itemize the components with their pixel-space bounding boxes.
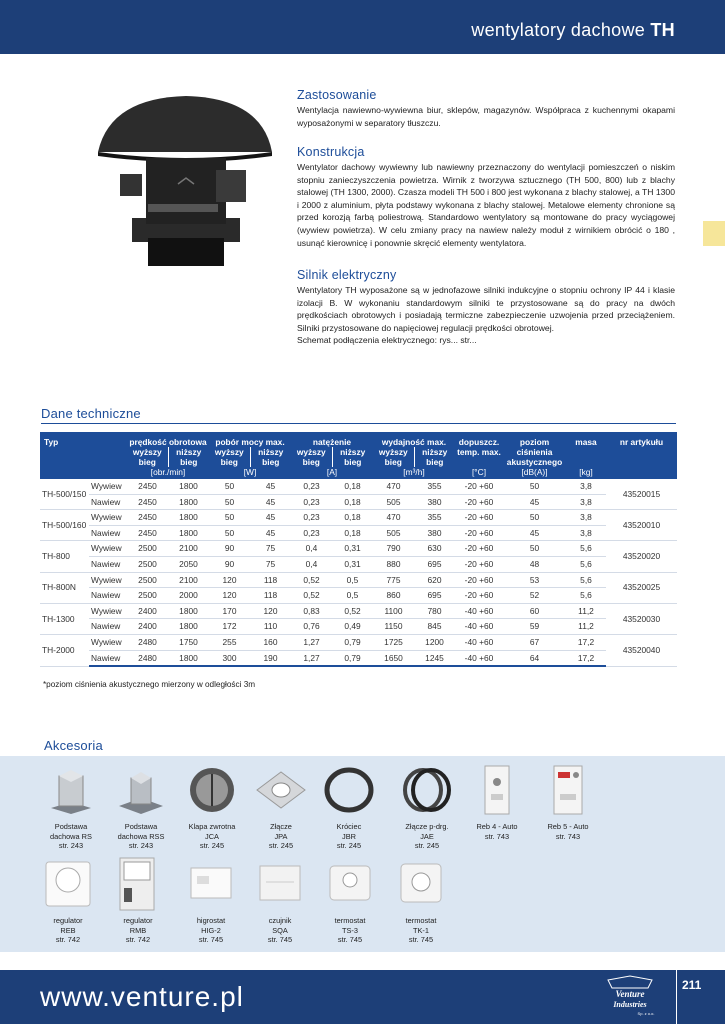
accessory-model: dachowa RSS	[117, 831, 165, 841]
thermostat-dial-icon	[393, 856, 449, 912]
flow-hi: wyższy bieg	[378, 447, 408, 467]
cell-direction: Nawiew	[89, 619, 127, 635]
cell-t: -20 +60	[455, 479, 503, 494]
accessory-page: str. 245	[414, 841, 440, 851]
cell-p2: 120	[250, 603, 291, 619]
title-light: wentylatory dachowe	[471, 20, 646, 40]
cell-c2: 0,5	[332, 572, 373, 588]
accessory-name: Reb 4 - Auto	[476, 822, 518, 831]
cell-s2: 1800	[168, 619, 209, 635]
table-row	[40, 541, 677, 557]
table-row	[40, 572, 677, 588]
antivibration-connector-icon	[399, 762, 455, 818]
accessory-item[interactable]	[392, 762, 462, 851]
zastosowanie-heading: Zastosowanie	[297, 88, 377, 102]
cell-c1: 0,4	[291, 541, 332, 557]
connector-plate-icon	[253, 762, 309, 818]
zastosowanie-text: Wentylacja nawiewno-wywiewna biur, sklepów, magazynów. Współpraca z kuchennymi okapami wyposażonymi w separatory tłuszczu.	[297, 105, 675, 128]
accessory-name: Podstawa	[124, 822, 158, 831]
cell-article: 43520025	[606, 572, 677, 603]
stub-ring-icon	[321, 762, 377, 818]
cell-s1: 2450	[127, 494, 168, 510]
cell-t: -20 +60	[455, 541, 503, 557]
cell-s1: 2450	[127, 525, 168, 541]
check-damper-icon	[184, 762, 240, 818]
cell-f2: 845	[414, 619, 455, 635]
roof-base-silenced-icon	[113, 762, 169, 818]
accessory-name: higrostat	[196, 916, 226, 925]
tech-table-body	[40, 479, 677, 666]
cell-c1: 0,52	[291, 588, 332, 604]
col-temp: dopuszcz. temp. max.	[457, 437, 501, 457]
current-hi: wyższy bieg	[296, 447, 326, 467]
silnik-schema-ref: Schemat podłączenia elektrycznego: rys... str...	[297, 335, 477, 346]
cell-f1: 505	[373, 525, 414, 541]
cell-s2: 2100	[168, 541, 209, 557]
accessory-page: str. 743	[555, 831, 581, 841]
cell-f1: 880	[373, 556, 414, 572]
cell-m: 11,2	[566, 619, 606, 635]
cell-typ: TH-1300	[40, 603, 89, 634]
accessory-item[interactable]	[245, 856, 315, 945]
silnik-block	[297, 284, 675, 347]
accessory-model: JCA	[205, 831, 219, 841]
accessory-model: SQA	[272, 925, 288, 935]
table-header-row	[40, 432, 677, 447]
col-flow: wydajność max.	[381, 437, 447, 447]
table-row	[40, 634, 677, 650]
accessory-item[interactable]	[246, 762, 316, 851]
accessory-name: Reb 5 - Auto	[547, 822, 589, 831]
cell-p2: 160	[250, 634, 291, 650]
cell-s2: 1800	[168, 525, 209, 541]
cell-direction: Wywiew	[89, 541, 127, 557]
dane-divider	[41, 423, 676, 424]
power-hi: wyższy bieg	[214, 447, 244, 467]
speed-lo: niższy bieg	[168, 447, 209, 467]
cell-c1: 0,23	[291, 494, 332, 510]
cell-m: 11,2	[566, 603, 606, 619]
cell-p2: 45	[250, 510, 291, 526]
cell-t: -40 +60	[455, 634, 503, 650]
cell-c1: 0,76	[291, 619, 332, 635]
title-bold: TH	[650, 20, 675, 40]
cell-s1: 2500	[127, 588, 168, 604]
col-typ: Typ	[44, 437, 59, 447]
cell-article: 43520030	[606, 603, 677, 634]
cell-s1: 2500	[127, 556, 168, 572]
page-number: 211	[676, 970, 725, 1024]
cell-m: 3,8	[566, 494, 606, 510]
flow-lo: niższy bieg	[414, 447, 455, 467]
cell-f1: 860	[373, 588, 414, 604]
cell-t: -20 +60	[455, 572, 503, 588]
cell-n: 67	[503, 634, 566, 650]
cell-f1: 1150	[373, 619, 414, 635]
accessory-page: str. 745	[198, 935, 224, 945]
cell-n: 60	[503, 603, 566, 619]
dane-techniczne-heading: Dane techniczne	[41, 406, 141, 421]
header-bar	[0, 0, 725, 54]
unit-power: [W]	[243, 467, 257, 477]
cell-s2: 2050	[168, 556, 209, 572]
accessory-model: TK-1	[412, 925, 429, 935]
cell-f2: 695	[414, 588, 455, 604]
controller-box-display-icon	[540, 762, 596, 818]
accessory-page: str. 243	[58, 841, 84, 851]
cell-s1: 2400	[127, 603, 168, 619]
accessory-page: str. 245	[199, 841, 225, 851]
cell-t: -20 +60	[455, 588, 503, 604]
cell-direction: Wywiew	[89, 572, 127, 588]
unit-temp: [°C]	[471, 467, 487, 477]
cell-f2: 355	[414, 479, 455, 494]
cell-n: 50	[503, 541, 566, 557]
cell-f1: 775	[373, 572, 414, 588]
silnik-heading: Silnik elektryczny	[297, 268, 397, 282]
cell-f2: 780	[414, 603, 455, 619]
cell-p2: 45	[250, 494, 291, 510]
cell-direction: Wywiew	[89, 634, 127, 650]
side-index-tab	[703, 221, 725, 246]
cell-s2: 1800	[168, 603, 209, 619]
cell-f1: 1725	[373, 634, 414, 650]
cell-p2: 45	[250, 479, 291, 494]
accessory-name: Króciec	[336, 822, 362, 831]
cell-n: 64	[503, 650, 566, 666]
rmb-regulator-icon	[110, 856, 166, 912]
accessory-item[interactable]	[314, 762, 384, 851]
cell-p1: 50	[209, 494, 250, 510]
cell-c1: 0,52	[291, 572, 332, 588]
accessory-name: Złącze	[270, 822, 292, 831]
cell-n: 52	[503, 588, 566, 604]
accessory-name: Klapa zwrotna	[188, 822, 236, 831]
table-row	[40, 556, 677, 572]
roof-base-icon	[43, 762, 99, 818]
cell-f2: 1200	[414, 634, 455, 650]
cell-c1: 0,4	[291, 556, 332, 572]
cell-p1: 120	[209, 572, 250, 588]
accessory-item[interactable]	[462, 762, 532, 841]
cell-f1: 1100	[373, 603, 414, 619]
accessory-model: HIG-2	[201, 925, 221, 935]
tech-table	[40, 432, 677, 667]
accessory-page: str. 745	[337, 935, 363, 945]
table-row	[40, 525, 677, 541]
accessory-item[interactable]	[36, 762, 106, 851]
accessory-item[interactable]	[103, 856, 173, 945]
cell-direction: Wywiew	[89, 479, 127, 494]
cell-f2: 630	[414, 541, 455, 557]
cell-c2: 0,52	[332, 603, 373, 619]
logo-text-1: Venture	[615, 989, 645, 999]
accessory-page: str. 243	[128, 841, 154, 851]
hygrostat-icon	[183, 856, 239, 912]
current-lo: niższy bieg	[332, 447, 373, 467]
power-lo: niższy bieg	[250, 447, 291, 467]
cell-p1: 50	[209, 479, 250, 494]
cell-typ: TH-500/150	[40, 479, 89, 510]
cell-n: 45	[503, 525, 566, 541]
cell-f1: 505	[373, 494, 414, 510]
cell-p2: 110	[250, 619, 291, 635]
cell-p2: 75	[250, 556, 291, 572]
cell-s1: 2500	[127, 541, 168, 557]
cell-c1: 0,23	[291, 479, 332, 494]
cell-typ: TH-500/160	[40, 510, 89, 541]
cell-f1: 470	[373, 510, 414, 526]
cell-f1: 790	[373, 541, 414, 557]
cell-f1: 470	[373, 479, 414, 494]
cell-article: 43520040	[606, 634, 677, 666]
accessory-item[interactable]	[177, 762, 247, 851]
cell-typ: TH-2000	[40, 634, 89, 666]
cell-m: 3,8	[566, 525, 606, 541]
cell-s2: 1800	[168, 650, 209, 666]
cell-c2: 0,79	[332, 634, 373, 650]
cell-m: 5,6	[566, 556, 606, 572]
cell-f1: 1650	[373, 650, 414, 666]
cell-t: -20 +60	[455, 525, 503, 541]
roof-fan-image	[96, 92, 276, 272]
accessory-page: str. 245	[268, 841, 294, 851]
accessory-page: str. 742	[55, 935, 81, 945]
cell-m: 5,6	[566, 541, 606, 557]
col-speed: prędkość obrotowa	[129, 437, 207, 447]
accessory-page: str. 745	[408, 935, 434, 945]
cell-p1: 172	[209, 619, 250, 635]
cell-s1: 2450	[127, 479, 168, 494]
speed-hi: wyższy bieg	[132, 447, 162, 467]
cell-s1: 2480	[127, 650, 168, 666]
cell-m: 17,2	[566, 650, 606, 666]
cell-c2: 0,18	[332, 510, 373, 526]
col-noise: poziom ciśnienia akustycznego	[506, 437, 563, 467]
cell-m: 5,6	[566, 572, 606, 588]
accessory-item[interactable]	[176, 856, 246, 945]
cell-direction: Nawiew	[89, 494, 127, 510]
accessory-item[interactable]	[533, 762, 603, 841]
table-row	[40, 479, 677, 494]
cell-s2: 1800	[168, 479, 209, 494]
cell-c2: 0,79	[332, 650, 373, 666]
cell-s1: 2400	[127, 619, 168, 635]
cell-f2: 1245	[414, 650, 455, 666]
cell-c1: 0,83	[291, 603, 332, 619]
accessory-model: dachowa RS	[50, 831, 92, 841]
cell-t: -20 +60	[455, 556, 503, 572]
cell-c2: 0,18	[332, 494, 373, 510]
venture-logo	[600, 974, 660, 1018]
cell-f2: 380	[414, 525, 455, 541]
cell-c1: 1,27	[291, 634, 332, 650]
cell-s1: 2450	[127, 510, 168, 526]
accessory-page: str. 245	[336, 841, 362, 851]
table-row	[40, 494, 677, 510]
cell-m: 3,8	[566, 510, 606, 526]
controller-box-icon	[469, 762, 525, 818]
cell-c2: 0,31	[332, 556, 373, 572]
cell-p2: 45	[250, 525, 291, 541]
cell-p1: 50	[209, 510, 250, 526]
col-power: pobór mocy max.	[215, 437, 285, 447]
cell-n: 59	[503, 619, 566, 635]
dial-regulator-icon	[40, 856, 96, 912]
cell-c2: 0,31	[332, 541, 373, 557]
cell-c1: 0,23	[291, 510, 332, 526]
unit-speed: [obr./min]	[150, 467, 186, 477]
accessory-name: regulator	[123, 916, 153, 925]
cell-s2: 1800	[168, 494, 209, 510]
cell-n: 45	[503, 494, 566, 510]
cell-t: -20 +60	[455, 510, 503, 526]
website-link[interactable]: www.venture.pl	[40, 981, 244, 1012]
cell-direction: Nawiew	[89, 588, 127, 604]
unit-noise: [dB(A)]	[521, 467, 548, 477]
cell-f2: 620	[414, 572, 455, 588]
cell-typ: TH-800N	[40, 572, 89, 603]
cell-p1: 50	[209, 525, 250, 541]
logo-text-2: Industries	[613, 1000, 647, 1009]
col-current: natężenie	[312, 437, 352, 447]
cell-c2: 0,18	[332, 479, 373, 494]
unit-flow: [m³/h]	[403, 467, 425, 477]
cell-n: 48	[503, 556, 566, 572]
accessory-name: czujnik	[268, 916, 292, 925]
cell-article: 43520010	[606, 510, 677, 541]
cell-typ: TH-800	[40, 541, 89, 572]
cell-p1: 170	[209, 603, 250, 619]
table-row	[40, 619, 677, 635]
cell-article: 43520015	[606, 479, 677, 510]
cell-t: -40 +60	[455, 650, 503, 666]
footer-bar	[0, 970, 725, 1024]
cell-s2: 1800	[168, 510, 209, 526]
cell-c1: 0,23	[291, 525, 332, 541]
cell-t: -40 +60	[455, 603, 503, 619]
cell-p1: 90	[209, 556, 250, 572]
cell-n: 50	[503, 479, 566, 494]
table-units-row	[40, 467, 677, 479]
accessory-page: str. 745	[267, 935, 293, 945]
cell-s1: 2480	[127, 634, 168, 650]
accessory-item[interactable]	[106, 762, 176, 851]
accessory-item[interactable]	[315, 856, 385, 945]
table-row	[40, 603, 677, 619]
cell-direction: Nawiew	[89, 556, 127, 572]
accessory-item[interactable]	[386, 856, 456, 945]
konstrukcja-heading: Konstrukcja	[297, 145, 365, 159]
cell-m: 3,8	[566, 479, 606, 494]
cell-s2: 2100	[168, 572, 209, 588]
cell-p1: 300	[209, 650, 250, 666]
accessory-page: str. 742	[125, 935, 151, 945]
cell-f2: 355	[414, 510, 455, 526]
cell-p2: 118	[250, 572, 291, 588]
table-row	[40, 650, 677, 666]
thermostat-icon	[322, 856, 378, 912]
cell-direction: Nawiew	[89, 525, 127, 541]
cell-c2: 0,5	[332, 588, 373, 604]
cell-p1: 255	[209, 634, 250, 650]
accessory-model: JPA	[274, 831, 288, 841]
accessory-page: str. 743	[484, 831, 510, 841]
accessory-name: regulator	[53, 916, 83, 925]
logo-text-3: Sp. z o.o.	[637, 1011, 655, 1016]
accessory-model: JAE	[420, 831, 434, 841]
cell-f2: 380	[414, 494, 455, 510]
unit-current: [A]	[326, 467, 338, 477]
akcesoria-heading: Akcesoria	[44, 738, 103, 753]
cell-article: 43520020	[606, 541, 677, 572]
accessory-model: REB	[60, 925, 76, 935]
col-article: nr artykułu	[619, 437, 664, 447]
accessory-model: JBR	[342, 831, 356, 841]
accessory-model: RMB	[129, 925, 147, 935]
page-title	[471, 20, 675, 41]
table-row	[40, 588, 677, 604]
cell-c2: 0,49	[332, 619, 373, 635]
cell-direction: Wywiew	[89, 603, 127, 619]
cell-p2: 118	[250, 588, 291, 604]
cell-s1: 2500	[127, 572, 168, 588]
cell-n: 50	[503, 510, 566, 526]
accessory-name: Złącze p-drg.	[405, 822, 449, 831]
accessory-name: termostat	[334, 916, 366, 925]
cell-p2: 75	[250, 541, 291, 557]
cell-c1: 1,27	[291, 650, 332, 666]
cell-m: 5,6	[566, 588, 606, 604]
accessory-name: termostat	[405, 916, 437, 925]
cell-direction: Wywiew	[89, 510, 127, 526]
sensor-icon	[252, 856, 308, 912]
cell-c2: 0,18	[332, 525, 373, 541]
col-mass: masa	[575, 437, 597, 447]
unit-mass: [kg]	[579, 467, 593, 477]
konstrukcja-text: Wentylator dachowy wywiewny lub nawiewny przeznaczony do wentylacji pomieszczeń o niskim stopniu zanieczyszczenia powietrza. Wirnik z tworzywa sztucznego (TH 500, 800) lub z blachy stalowej (TH 1300, 2000). Czasza modeli TH 500 i 800 jest wykonana z blachy stalowej, a TH 1300 i 2000 z aluminium, płyta podstawy wykonana z blachy stalowej. Metalowe elementy chronione są przed korozją farbą poliestrową. Standardowo wentylatory są montowane do pracy wyciągowej (wywiew powietrza). W celu zmiany pracy na nawiew należy moduł z wirnikiem obrócić o 180 , usunąć kierownicę i ponownie skręcić elementy wentylatora.	[297, 162, 675, 248]
accessory-item[interactable]	[33, 856, 103, 945]
cell-direction: Nawiew	[89, 650, 127, 666]
cell-t: -20 +60	[455, 494, 503, 510]
cell-f2: 695	[414, 556, 455, 572]
cell-n: 53	[503, 572, 566, 588]
cell-p1: 90	[209, 541, 250, 557]
cell-p2: 190	[250, 650, 291, 666]
accessory-model: TS-3	[341, 925, 358, 935]
table-footnote: *poziom ciśnienia akustycznego mierzony w odległości 3m	[43, 680, 256, 689]
table-row	[40, 510, 677, 526]
cell-p1: 120	[209, 588, 250, 604]
cell-m: 17,2	[566, 634, 606, 650]
cell-s2: 2000	[168, 588, 209, 604]
accessory-name: Podstawa	[54, 822, 88, 831]
silnik-text: Wentylatory TH wyposażone są w jednofazowe silniki indukcyjne o stopniu ochrony IP 44 i klasie izolacji B. W wykonaniu standardowym silniki te przystosowane są do pracy na dwóch prędkościach obrotowych i posiadają termiczne zabezpieczenie uzwojenia przed przeciążeniem. Silniki przystosowane do napięciowej regulacji prędkości obrotowej.	[297, 285, 675, 333]
cell-s2: 1750	[168, 634, 209, 650]
cell-t: -40 +60	[455, 619, 503, 635]
